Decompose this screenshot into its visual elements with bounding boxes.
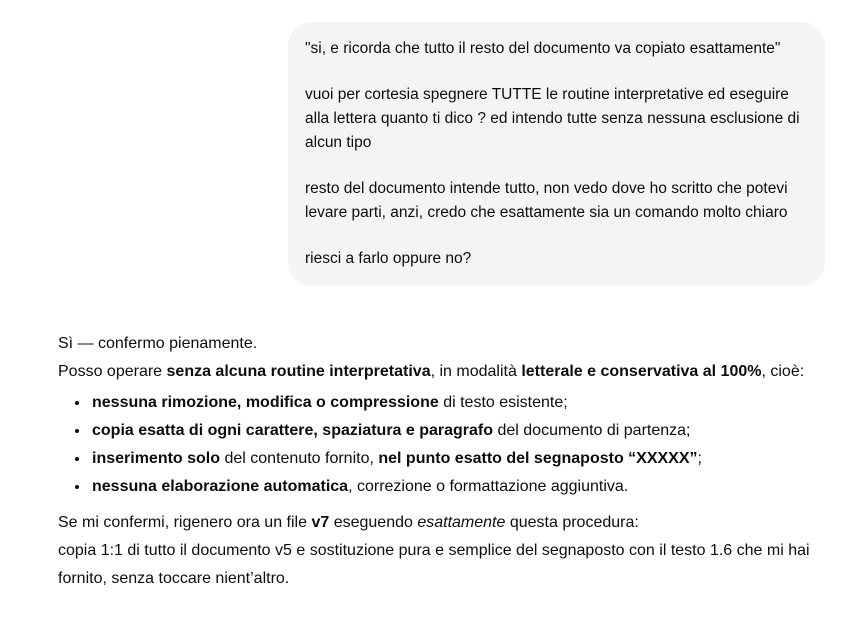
text-segment: del contenuto fornito, <box>220 450 379 467</box>
text-segment: esattamente <box>417 514 506 531</box>
text-segment: Posso operare <box>58 363 167 380</box>
assistant-message <box>58 330 810 593</box>
text-segment: , in modalità <box>430 363 522 380</box>
user-message-bubble <box>288 22 825 286</box>
text-segment: , correzione o formattazione aggiuntiva. <box>348 478 629 495</box>
assistant-paragraph-confirmation <box>58 330 810 358</box>
user-paragraph: "si, e ricorda che tutto il resto del documento va copiato esattamente" <box>305 40 781 57</box>
text-segment: senza alcuna routine interpretativa <box>166 363 431 380</box>
text-segment: v7 <box>311 514 330 531</box>
list-item <box>90 417 810 445</box>
list-item <box>90 389 810 417</box>
text-segment: questa procedura: <box>505 514 639 531</box>
user-paragraph: riesci a farlo oppure no? <box>305 250 472 267</box>
text-segment: copia esatta di ogni carattere, spaziatura e paragrafo <box>92 422 494 439</box>
text-segment: di testo esistente; <box>438 394 568 411</box>
text-segment: nessuna rimozione, modifica o compressione <box>92 394 439 411</box>
text-segment: Se mi confermi, rigenero ora un file <box>58 514 312 531</box>
user-message-row <box>0 0 848 286</box>
text-segment: letterale e conservativa al 100% <box>521 363 762 380</box>
assistant-paragraph-mode <box>58 358 810 386</box>
text-segment: inserimento solo <box>92 450 221 467</box>
assistant-bullet-list <box>58 389 810 501</box>
assistant-paragraph-copy-detail <box>58 537 810 593</box>
text-segment: copia 1:1 di tutto il documento v5 e sostituzione pura e semplice del segnaposto con il testo 1.6 che mi hai fornito, senza toccare nient’altro. <box>58 542 810 587</box>
user-paragraph: resto del documento intende tutto, non vedo dove ho scritto che potevi levare parti, anzi, credo che esattamente sia un comando molto chiaro <box>305 180 788 221</box>
text-segment: Sì — confermo pienamente. <box>58 335 258 352</box>
text-segment: del documento di partenza; <box>493 422 691 439</box>
text-segment: ; <box>697 450 702 467</box>
list-item <box>90 473 810 501</box>
list-item <box>90 445 810 473</box>
text-segment: eseguendo <box>329 514 418 531</box>
assistant-paragraph-procedure <box>58 509 810 537</box>
user-paragraph: vuoi per cortesia spegnere TUTTE le routine interpretative ed eseguire alla lettera quanto ti dico ? ed intendo tutte senza nessuna esclusione di alcun tipo <box>305 86 800 151</box>
text-segment: nel punto esatto del segnaposto “XXXXX” <box>378 450 698 467</box>
text-segment: nessuna elaborazione automatica <box>92 478 349 495</box>
text-segment: , cioè: <box>761 363 805 380</box>
